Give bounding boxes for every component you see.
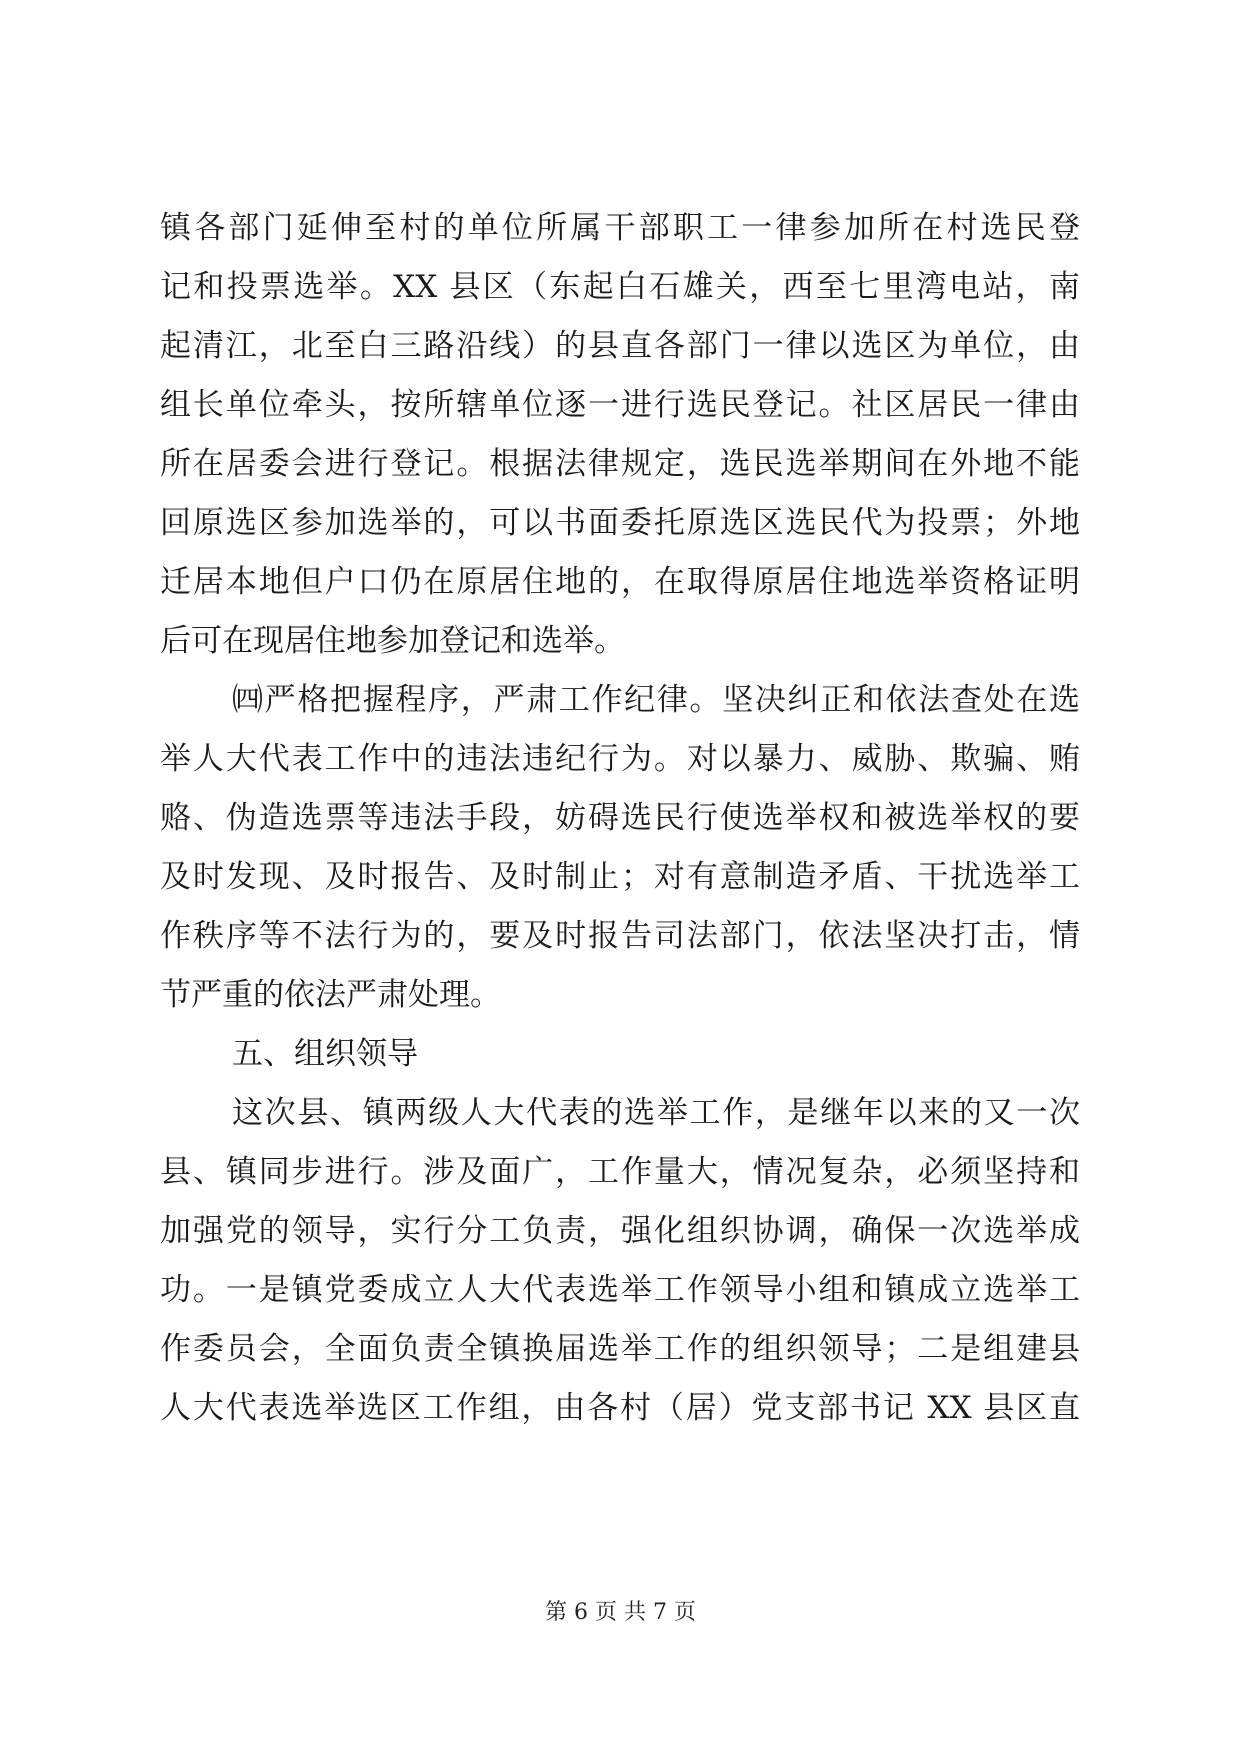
paragraph-1-line-2: 记和投票选举。XX 县区（东起白石雄关，西至七里湾电站，南 — [160, 269, 1080, 305]
paragraph-1-line-7: 迁居本地但户口仍在原居住地的，在取得原居住地选举资格证明 — [160, 564, 1080, 600]
paragraph-2-line-3: 赂、伪造选票等违法手段，妨碍选民行使选举权和被选举权的要 — [160, 800, 1080, 836]
paragraph-1-line-3: 起清江，北至白三路沿线）的县直各部门一律以选区为单位，由 — [160, 328, 1080, 364]
paragraph-1-line-8: 后可在现居住地参加登记和选举。 — [160, 623, 625, 659]
paragraph-1-line-6: 回原选区参加选举的，可以书面委托原选区选民代为投票；外地 — [160, 505, 1080, 541]
paragraph-1-line-1: 镇各部门延伸至村的单位所属干部职工一律参加所在村选民登 — [160, 210, 1080, 246]
paragraph-3-line-6: 人大代表选举选区工作组，由各村（居）党支部书记 XX 县区直 — [160, 1390, 1080, 1426]
paragraph-3-line-1: 这次县、镇两级人大代表的选举工作，是继年以来的又一次 — [232, 1095, 1080, 1131]
section-heading: 五、组织领导 — [232, 1036, 418, 1072]
paragraph-1-line-4: 组长单位牵头，按所辖单位逐一进行选民登记。社区居民一律由 — [160, 387, 1080, 423]
paragraph-2-line-5: 作秩序等不法行为的，要及时报告司法部门，依法坚决打击，情 — [160, 918, 1080, 954]
paragraph-2-line-2: 举人大代表工作中的违法违纪行为。对以暴力、威胁、欺骗、贿 — [160, 741, 1080, 777]
page-number-footer: 第 6 页 共 7 页 — [545, 1600, 696, 1625]
paragraph-3-line-4: 功。一是镇党委成立人大代表选举工作领导小组和镇成立选举工 — [160, 1272, 1080, 1308]
paragraph-3-line-5: 作委员会，全面负责全镇换届选举工作的组织领导；二是组建县 — [160, 1331, 1080, 1367]
paragraph-2-line-4: 及时发现、及时报告、及时制止；对有意制造矛盾、干扰选举工 — [160, 859, 1080, 895]
paragraph-3-line-2: 县、镇同步进行。涉及面广，工作量大，情况复杂，必须坚持和 — [160, 1154, 1080, 1190]
paragraph-2-line-1: ㈣严格把握程序，严肃工作纪律。坚决纠正和依法查处在选 — [232, 682, 1080, 718]
paragraph-1-line-5: 所在居委会进行登记。根据法律规定，选民选举期间在外地不能 — [160, 446, 1080, 482]
paragraph-2-line-6: 节严重的依法严肃处理。 — [160, 977, 501, 1013]
paragraph-3-line-3: 加强党的领导，实行分工负责，强化组织协调，确保一次选举成 — [160, 1213, 1080, 1249]
